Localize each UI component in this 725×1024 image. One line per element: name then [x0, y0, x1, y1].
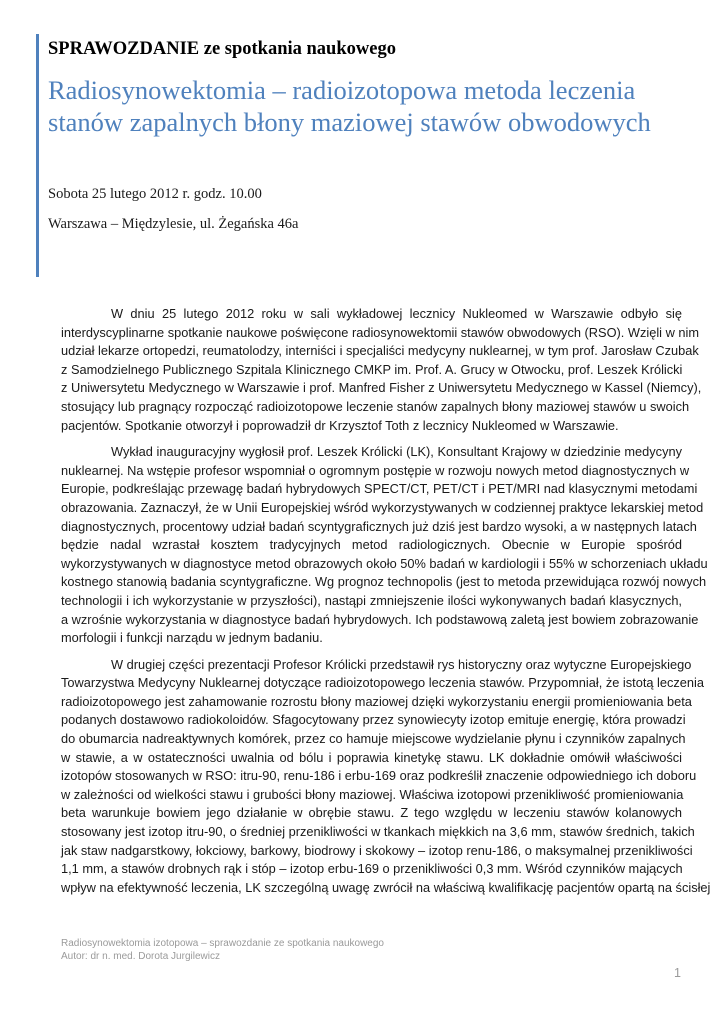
report-body [61, 305, 711, 905]
paragraph-line: W dniu 25 lutego 2012 roku w sali wykładowej lecznicy Nukleomed w Warszawie odbyło się [111, 306, 682, 321]
title-line: Radiosynowektomia – radioizotopowa metoda leczenia [48, 75, 636, 105]
paragraph-line: z Samodzielnego Publicznego Szpitala Klinicznego CMKP im. Prof. A. Grucy w Otwocku, prof. Leszek Królicki [61, 361, 683, 377]
paragraph [61, 443, 708, 648]
meeting-date: Sobota 25 lutego 2012 r. godz. 10.00 [48, 186, 262, 202]
paragraph-line: jak staw nadgarstkowy, łokciowy, barkowy, biodrowy i skokowy – izotop renu-186, o maksymalnej przenikliwości [61, 842, 693, 858]
title-block [36, 34, 699, 277]
paragraph-line: stosujący lub pragnący rozpocząć radioizotopowe leczenie stanów zapalnych błony maziowej stawów u swoich [61, 398, 690, 414]
paragraph-line: izotopów stosowanych w RSO: itru-90, renu-186 i erbu-169 oraz podkreślił znaczenie odpowiedniego ich doboru [61, 768, 697, 784]
meeting-place: Warszawa – Międzylesie, ul. Żegańska 46a [48, 216, 299, 232]
paragraph-line: z Uniwersytetu Medycznego w Warszawie i prof. Manfred Fisher z Uniwersytetu Medycznego w Kassel (Niemcy), [61, 380, 702, 396]
paragraph-line: do obumarcia nadreaktywnych komórek, przez co hamuje miejscowe wydzielanie płynu i czynników zapalnych [61, 731, 686, 747]
paragraph-line: obrazowania. Zaznaczył, że w Unii Europejskiej wśród wykorzystywanych w codziennej praktyce lekarskiej metod [61, 499, 704, 515]
paragraph-line: nuklearnej. Na wstępie profesor wspomniał o ogromnym postępie w rozwoju nowych metod diagnostycznych w [61, 462, 690, 478]
paragraph-line: a wzrośnie wykorzystania w diagnostyce badań hybrydowych. Ich podstawową zaletą jest bowiem zobrazowanie [61, 611, 699, 627]
paragraph-line: W drugiej części prezentacji Profesor Królicki przedstawił rys historyczny oraz wytyczne Europejskiego [111, 656, 692, 672]
paragraph-line: wykorzystywanych w diagnostyce metod obrazowych około 50% badań w kardiologii i 55% w schorzeniach układu [61, 555, 708, 571]
report-label: SPRAWOZDANIE ze spotkania naukowego [48, 39, 396, 59]
paragraph-line: diagnostycznych, procentowy udział badań scyntygraficznych już dziś jest bardzo wysoki, a w następnych latach [61, 518, 697, 534]
paragraph [61, 305, 702, 435]
document-title [48, 74, 708, 138]
paragraph-line: morfologii i funkcji narządu w jednym badaniu. [61, 630, 323, 646]
paragraph-line: pacjentów. Spotkanie otworzył i poprowadził dr Krzysztof Toth z lecznicy Nukleomed w Warszawie. [61, 417, 619, 433]
paragraph-line: technologii i ich wykorzystanie w przyszłości), nastąpi zmniejszenie ilości wykonywanych badań klasycznych, [61, 592, 682, 608]
paragraph-line: w stawie, a w ostateczności uwalnia od bólu i poprawia kinetykę stawu. LK dokładnie omówił właściwości [61, 749, 682, 765]
title-line: stanów zapalnych błony maziowej stawów obwodowych [48, 107, 651, 137]
paragraph-line: podanych dostawowo radiokoloidów. Sfagocytowany przez synowiecyty izotop emituje energię, która prowadzi [61, 712, 686, 728]
paragraph-line: stosowany jest izotop itru-90, o średniej przenikliwości w tkankach miękkich na 3,6 mm, stawów średnich, takich [61, 824, 695, 840]
paragraph-line: wpływ na efektywność leczenia, LK szczególną uwagę zwrócił na właściwą kwalifikację pacjentów opartą na ścisłej [61, 879, 711, 895]
paragraph [61, 656, 711, 898]
paragraph-line: 1,1 mm, a stawów drobnych rąk i stóp – izotop erbu-169 o przenikliwości 0,3 mm. Wśród czynników mających [61, 861, 683, 877]
paragraph-line: w zależności od wielkości stawu i grubości błony maziowej. Właściwa izotopowi przenikliwość promieniowania [61, 786, 684, 802]
paragraph-line: Wykład inauguracyjny wygłosił prof. Leszek Królicki (LK), Konsultant Krajowy w dziedzinie medycyny [111, 444, 682, 460]
paragraph-line: radioizotopowego jest zahamowanie rozrostu błony maziowej dzięki wykorzystaniu energii promieniowania beta [61, 693, 692, 709]
paragraph-line: będzie nadal wzrastał kosztem tradycyjnych metod radiologicznych. Obecnie w Europie spośród [61, 537, 682, 553]
footer-title: Radiosynowektomia izotopowa – sprawozdanie ze spotkania naukowego [61, 938, 384, 949]
footer-author: Autor: dr n. med. Dorota Jurgilewicz [61, 950, 220, 962]
paragraph-line: kostnego stanowią badania scyntygraficzne. Wg prognoz technopolis (jest to metoda przewidująca rozwój nowych [61, 574, 707, 590]
paragraph-line: Europie, podkreślając przewagę badań hybrydowych SPECT/CT, PET/CT i PET/MRI nad klasycznymi metodami [61, 481, 698, 497]
paragraph-line: interdyscyplinarne spotkanie naukowe poświęcone radiosynowektomii stawów obwodowych (RSO). Wzięli w nim [61, 324, 699, 340]
paragraph-line: udział lekarze ortopedzi, reumatolodzy, interniści i specjaliści medycyny nuklearnej, w tym prof. Jarosław Czubak [61, 343, 699, 359]
paragraph-line: Towarzystwa Medycyny Nuklearnej dotyczące radioizotopowego leczenia stawów. Przypomniał, że istotą leczenia [61, 675, 704, 691]
page-number: 1 [674, 966, 681, 980]
paragraph-line: beta warunkuje bowiem jego działanie w obrębie stawu. Z tego względu w leczeniu stawów kolanowych [61, 805, 682, 821]
page-footer [61, 938, 384, 963]
